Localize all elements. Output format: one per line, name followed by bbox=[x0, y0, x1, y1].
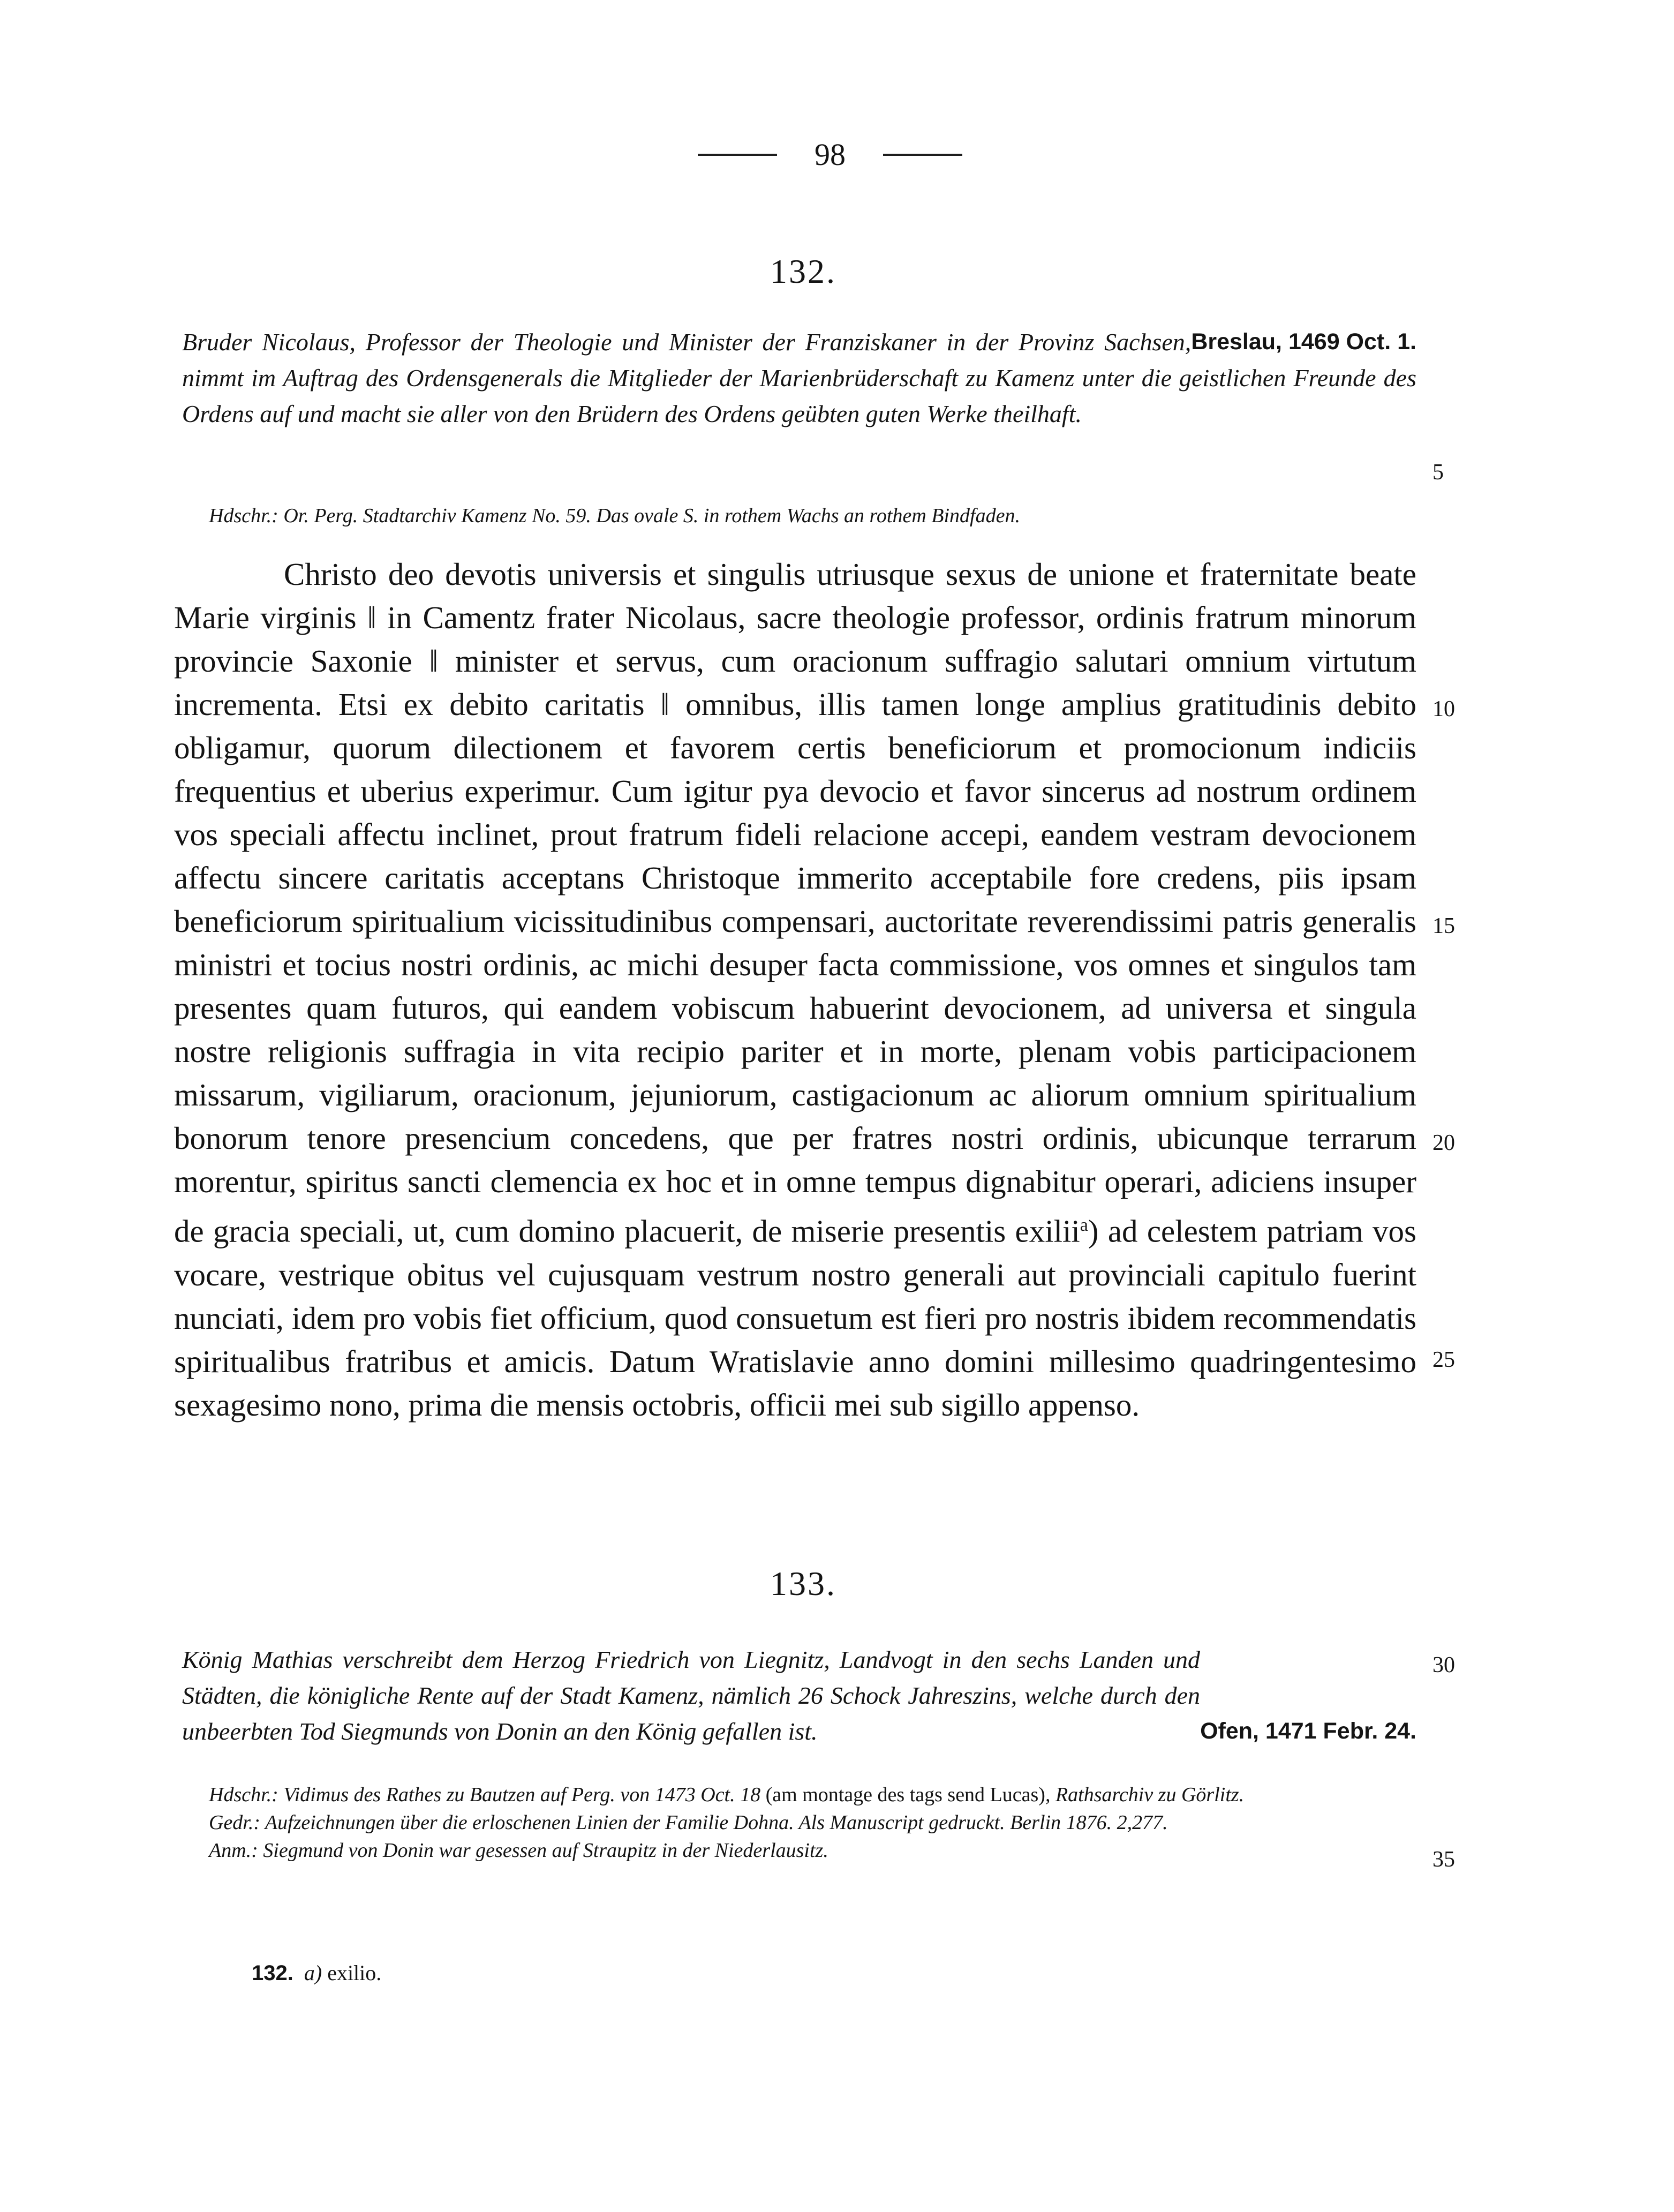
source-note-132: Hdschr.: Or. Perg. Stadtarchiv Kamenz No. 59. Das ovale S. in rothem Wachs an rothem Bindfaden. bbox=[209, 505, 1020, 527]
line-number-30: 30 bbox=[1432, 1653, 1455, 1677]
footnote-mark: a) bbox=[304, 1961, 322, 1985]
footnote-ref-a: a bbox=[1080, 1215, 1088, 1235]
line-number-25: 25 bbox=[1432, 1348, 1455, 1372]
header-rule-left bbox=[698, 154, 777, 156]
regest-133 bbox=[182, 1642, 1416, 1749]
note-gedr-133: Gedr.: Aufzeichnungen über die erloschenen Linien der Familie Dohna. Als Manuscript gedruckt. Berlin 1876. 2,277. bbox=[209, 1811, 1168, 1834]
source-notes-133 bbox=[209, 1781, 1416, 1864]
footnote-text: exilio. bbox=[327, 1961, 382, 1985]
regest-133-text: König Mathias verschreibt dem Herzog Friedrich von Liegnitz, Landvogt in den sechs Landen und Städten, die königliche Rente auf der Stadt Kamenz, nämlich 26 Schock Jahreszins, welche durch den unbeerbten Tod Siegmunds von Donin an den König gefallen ist. bbox=[182, 1646, 1201, 1745]
note-hdschr-b: (am montage des tags send Lucas) bbox=[765, 1784, 1045, 1806]
note-anm-133: Anm.: Siegmund von Donin war gesessen auf Straupitz in der Niederlausitz. bbox=[209, 1839, 828, 1862]
line-number-5: 5 bbox=[1432, 460, 1444, 485]
line-number-35: 35 bbox=[1432, 1847, 1455, 1872]
footnote bbox=[252, 1960, 381, 1985]
document-number-132: 132. bbox=[770, 252, 836, 290]
date-132: Breslau, 1469 Oct. 1. bbox=[1191, 329, 1416, 355]
page-header bbox=[589, 137, 1071, 172]
text-132-part2: ) ad celestem patriam vos vocare, vestrique obitus vel cujusquam vestrum nostro generali aut provinciali capitulo fuerint nunciati, idem pro vobis fiet officium, quod consuetum est fieri pro nostris ibidem recommendatis spiritualibus fratribus et amicis. Datum Wratislavie anno domini millesimo quadringentesimo sexagesimo nono, prima die mensis octobris, officii mei sub sigillo appenso. bbox=[174, 1213, 1417, 1423]
line-number-15: 15 bbox=[1432, 914, 1455, 938]
regest-132 bbox=[182, 324, 1416, 432]
footnote-ref: 132. bbox=[252, 1961, 293, 1985]
regest-132-text: Bruder Nicolaus, Professor der Theologie und Minister der Franziskaner in der Provinz Sachsen, nimmt im Auftrag des Ordensgenerals die Mitglieder der Marienbrüderschaft zu Kamenz unter die geistlichen Freunde des Ordens auf und macht sie aller von den Brüdern des Ordens geübten guten Werke theilhaft. bbox=[182, 328, 1416, 427]
text-132-part1: Christo deo devotis universis et singulis utriusque sexus de unione et fraternitate beate Marie virginis ‖ in Camentz frater Nicolaus, sacre theologie professor, ordinis fratrum minorum provincie Saxonie ‖ minister et servus, cum oracionum suffragio salutari omnium virtutum incrementa. Etsi ex debito caritatis ‖ omnibus, illis tamen longe amplius gratitudinis debito obligamur, quorum dilectionem et favorem certis beneficiorum et promocionum indiciis frequentius et uberius experimur. Cum igitur pya devocio et favor sincerus ad nostrum ordinem vos speciali affectu inclinet, prout fratrum fideli relacione accepi, eandem vestram devocionem affectu sincere caritatis acceptans Christoque immerito acceptabile fore credens, piis ipsam beneficiorum spiritualium vicissitudinibus compensari, auctoritate reverendissimi patris generalis ministri et tocius nostri ordinis, ac michi desuper facta commissione, vos omnes et singulos tam presentes quam futuros, qui eandem vobiscum habuerint devocionem, ad universa et singula nostre religionis suffragia in vita recipio pariter et in morte, plenam vobis participacionem missarum, vigiliarum, oracionum, jejuniorum, castigacionum ac aliorum omnium spiritualium bonorum tenore presencium concedens, que per fratres nostri ordinis, ubicunque terrarum morentur, spiritus sancti clemencia ex hoc et in omne tempus dignabitur operari, adiciens insuper de gracia speciali, ut, cum domino placuerit, de miserie presentis exilii bbox=[174, 556, 1416, 1249]
line-number-10: 10 bbox=[1432, 697, 1455, 721]
date-133: Ofen, 1471 Febr. 24. bbox=[1200, 1718, 1416, 1744]
line-number-20: 20 bbox=[1432, 1131, 1455, 1155]
document-number-133: 133. bbox=[770, 1564, 836, 1602]
note-hdschr-133 bbox=[209, 1781, 1416, 1809]
note-hdschr-c: , Rathsarchiv zu Görlitz. bbox=[1045, 1784, 1245, 1806]
note-hdschr-a: Hdschr.: Vidimus des Rathes zu Bautzen auf Perg. von 1473 Oct. 18 bbox=[209, 1784, 761, 1806]
document-text-132 bbox=[174, 553, 1416, 1427]
header-rule-right bbox=[883, 154, 962, 156]
page-number: 98 bbox=[815, 137, 846, 172]
